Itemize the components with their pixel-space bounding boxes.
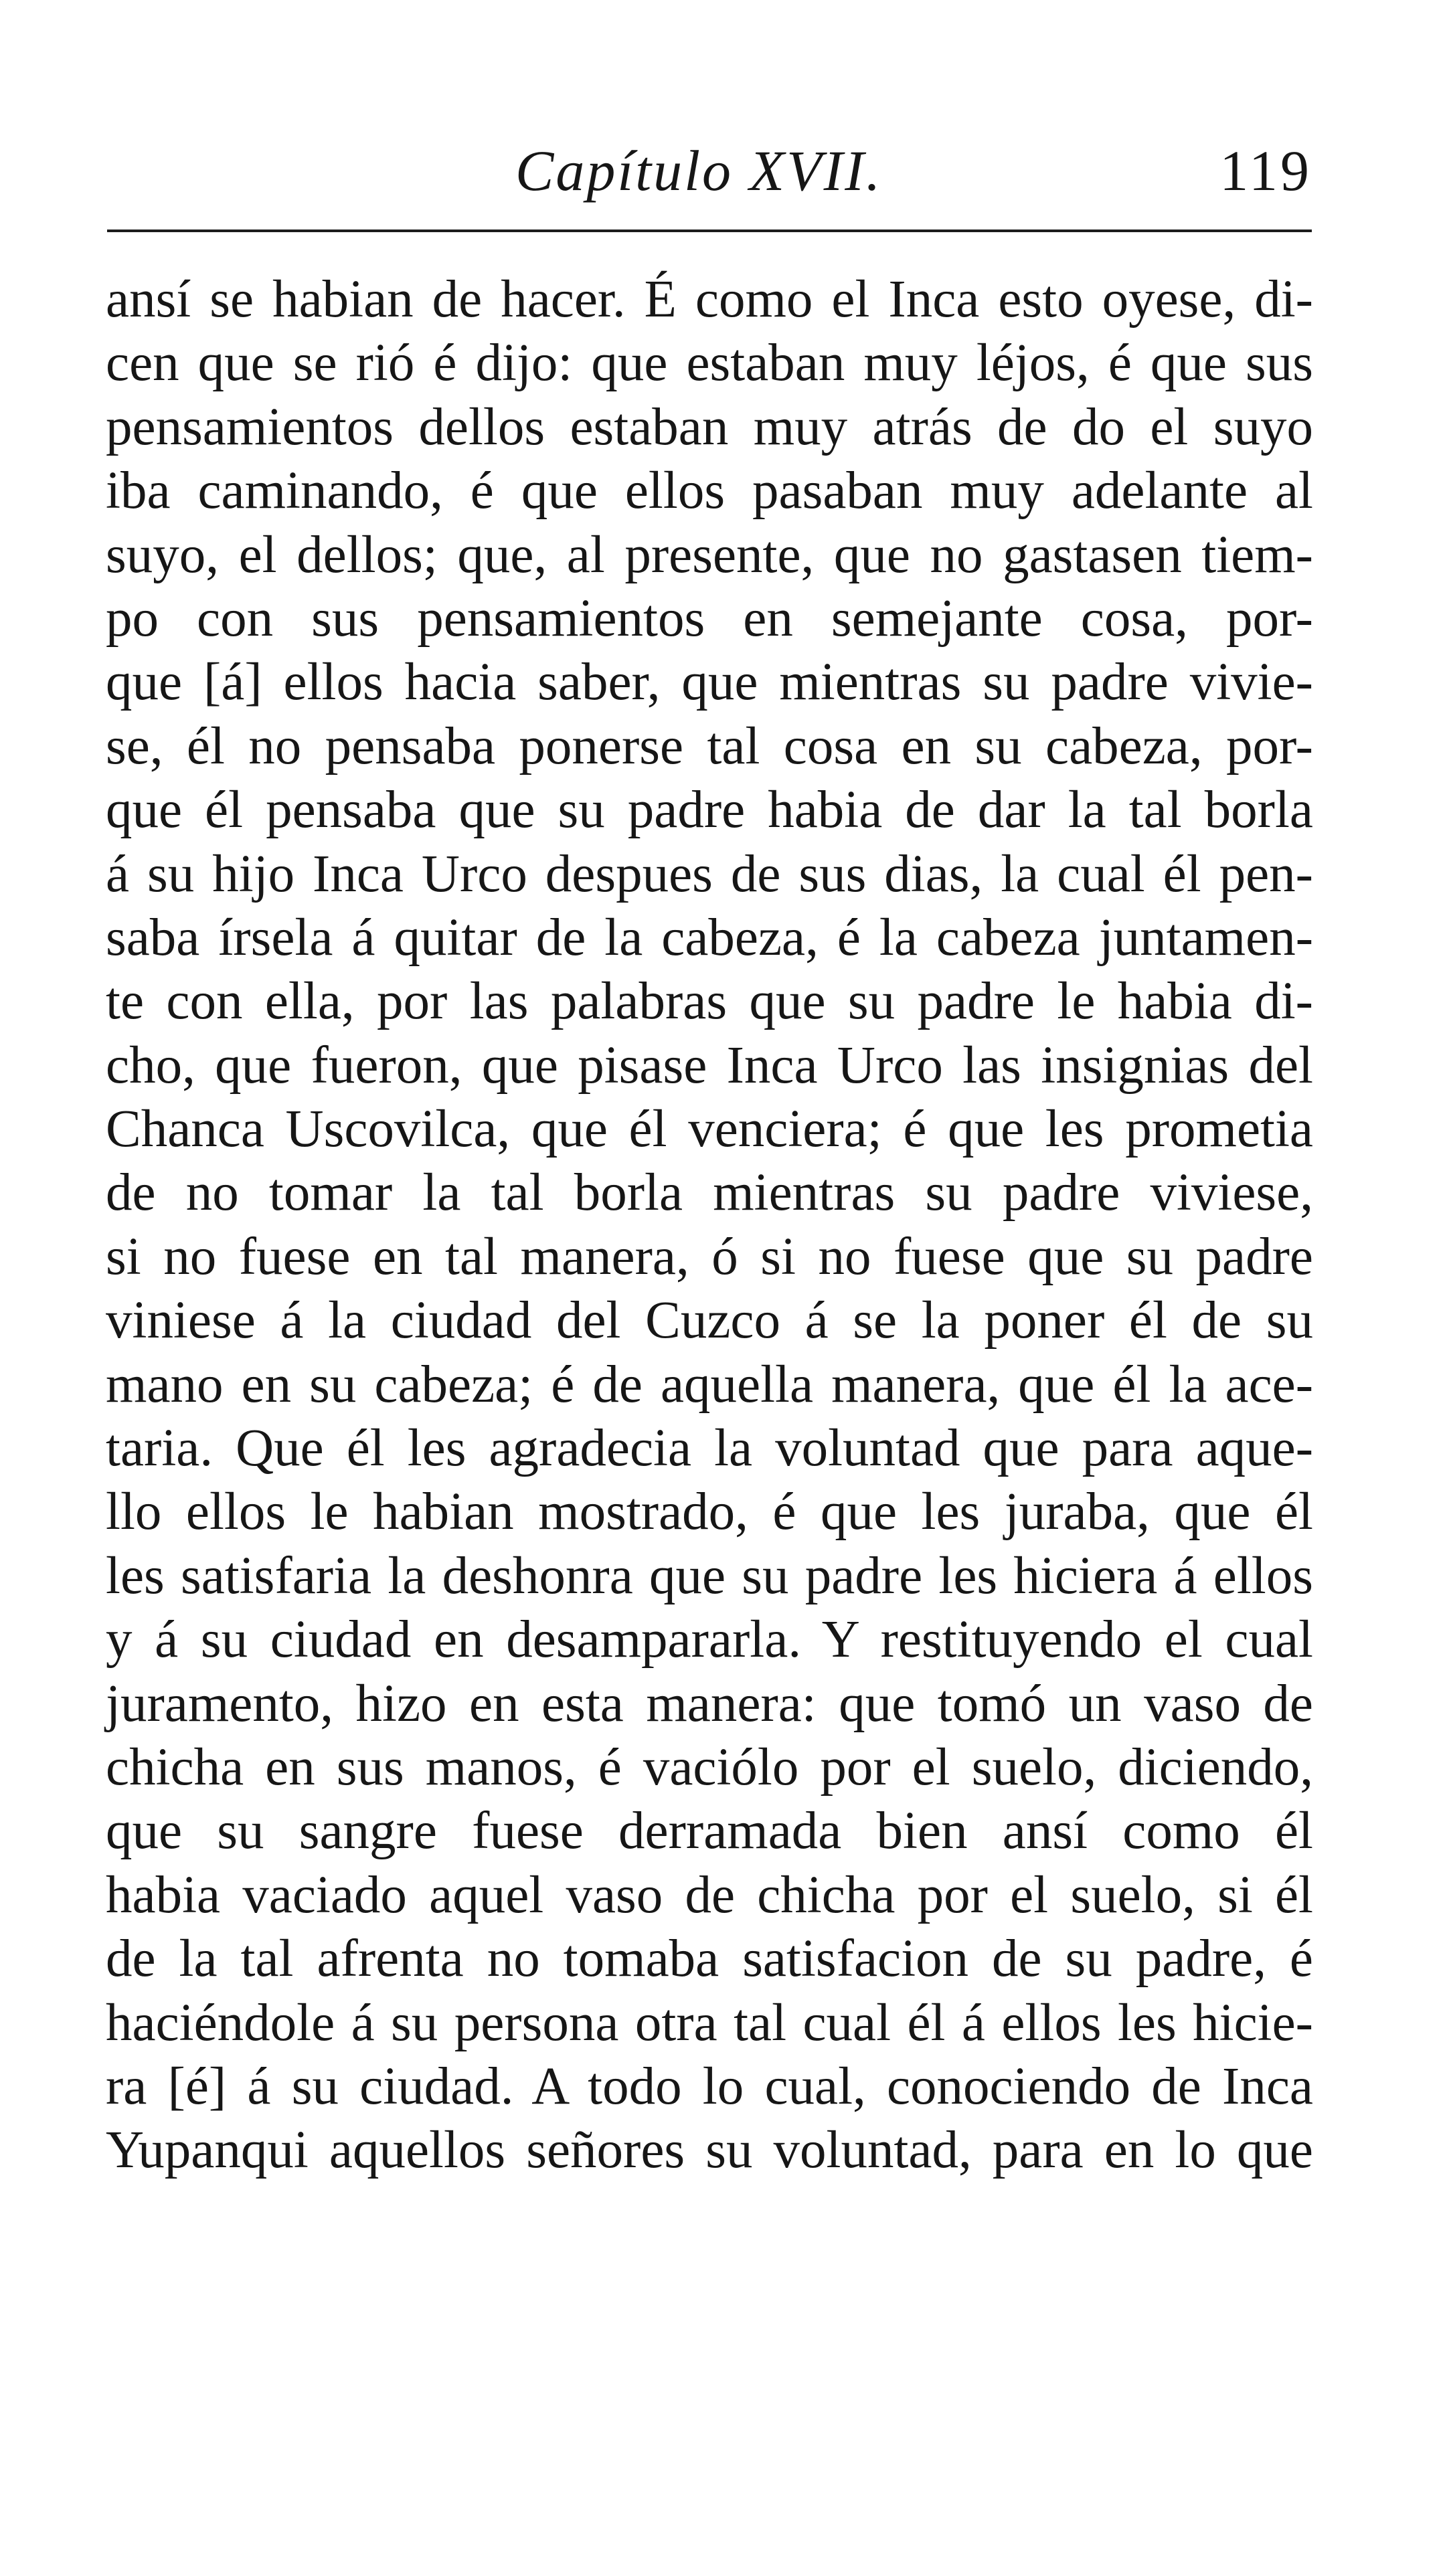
text-line: que [á] ellos hacia saber, que mientras su padre vivie-: [106, 653, 1313, 712]
text-line: de no tomar la tal borla mientras su padre viviese,: [106, 1164, 1313, 1222]
text-line: mano en su cabeza; é de aquella manera, que él la ace-: [106, 1355, 1313, 1414]
text-line: les satisfaria la deshonra que su padre les hiciera á ellos: [106, 1546, 1313, 1605]
text-line: po con sus pensamientos en semejante cosa, por-: [106, 589, 1313, 648]
page-number: 119: [1219, 139, 1312, 203]
text-line: Chanca Uscovilca, que él venciera; é que les prometia: [106, 1100, 1313, 1159]
text-line: cen que se rió é dijo: que estaban muy léjos, é que sus: [106, 334, 1313, 393]
text-line: saba írsela á quitar de la cabeza, é la cabeza juntamen-: [106, 908, 1313, 967]
text-line: llo ellos le habian mostrado, é que les juraba, que él: [106, 1483, 1313, 1542]
text-line: á su hijo Inca Urco despues de sus dias, la cual él pen-: [106, 844, 1313, 903]
header-rule: [107, 229, 1312, 232]
text-line: que él pensaba que su padre habia de dar la tal borla: [106, 781, 1313, 840]
text-line: viniese á la ciudad del Cuzco á se la poner él de su: [106, 1291, 1313, 1350]
text-line: suyo, el dellos; que, al presente, que no gastasen tiem-: [106, 525, 1313, 584]
text-line: iba caminando, é que ellos pasaban muy adelante al: [106, 462, 1313, 521]
text-line: si no fuese en tal manera, ó si no fuese que su padre: [106, 1227, 1313, 1286]
running-title: Capítulo XVII.: [515, 139, 883, 203]
text-line: haciéndole á su persona otra tal cual él á ellos les hicie-: [106, 1993, 1313, 2052]
text-line: taria. Que él les agradecia la voluntad que para aque-: [106, 1419, 1313, 1478]
text-line: juramento, hizo en esta manera: que tomó un vaso de: [106, 1674, 1313, 1733]
text-line: ansí se habian de hacer. É como el Inca esto oyese, di-: [106, 270, 1313, 329]
body-text: [106, 268, 1313, 2183]
text-line: Yupanqui aquellos señores su voluntad, para en lo que: [106, 2121, 1313, 2180]
text-line: ra [é] á su ciudad. A todo lo cual, conociendo de Inca: [106, 2057, 1313, 2116]
text-line: se, él no pensaba ponerse tal cosa en su cabeza, por-: [106, 717, 1313, 775]
text-line: pensamientos dellos estaban muy atrás de do el suyo: [106, 397, 1313, 456]
page-header: [107, 130, 1312, 211]
text-line: habia vaciado aquel vaso de chicha por el suelo, si él: [106, 1865, 1313, 1924]
text-line: de la tal afrenta no tomaba satisfacion de su padre, é: [106, 1930, 1313, 1989]
text-line: y á su ciudad en desampararla. Y restituyendo el cual: [106, 1611, 1313, 1669]
text-line: que su sangre fuese derramada bien ansí como él: [106, 1802, 1313, 1861]
text-line: te con ella, por las palabras que su padre le habia di-: [106, 972, 1313, 1031]
text-line: chicha en sus manos, é vaciólo por el suelo, diciendo,: [106, 1738, 1313, 1797]
text-line: cho, que fueron, que pisase Inca Urco las insignias del: [106, 1036, 1313, 1095]
